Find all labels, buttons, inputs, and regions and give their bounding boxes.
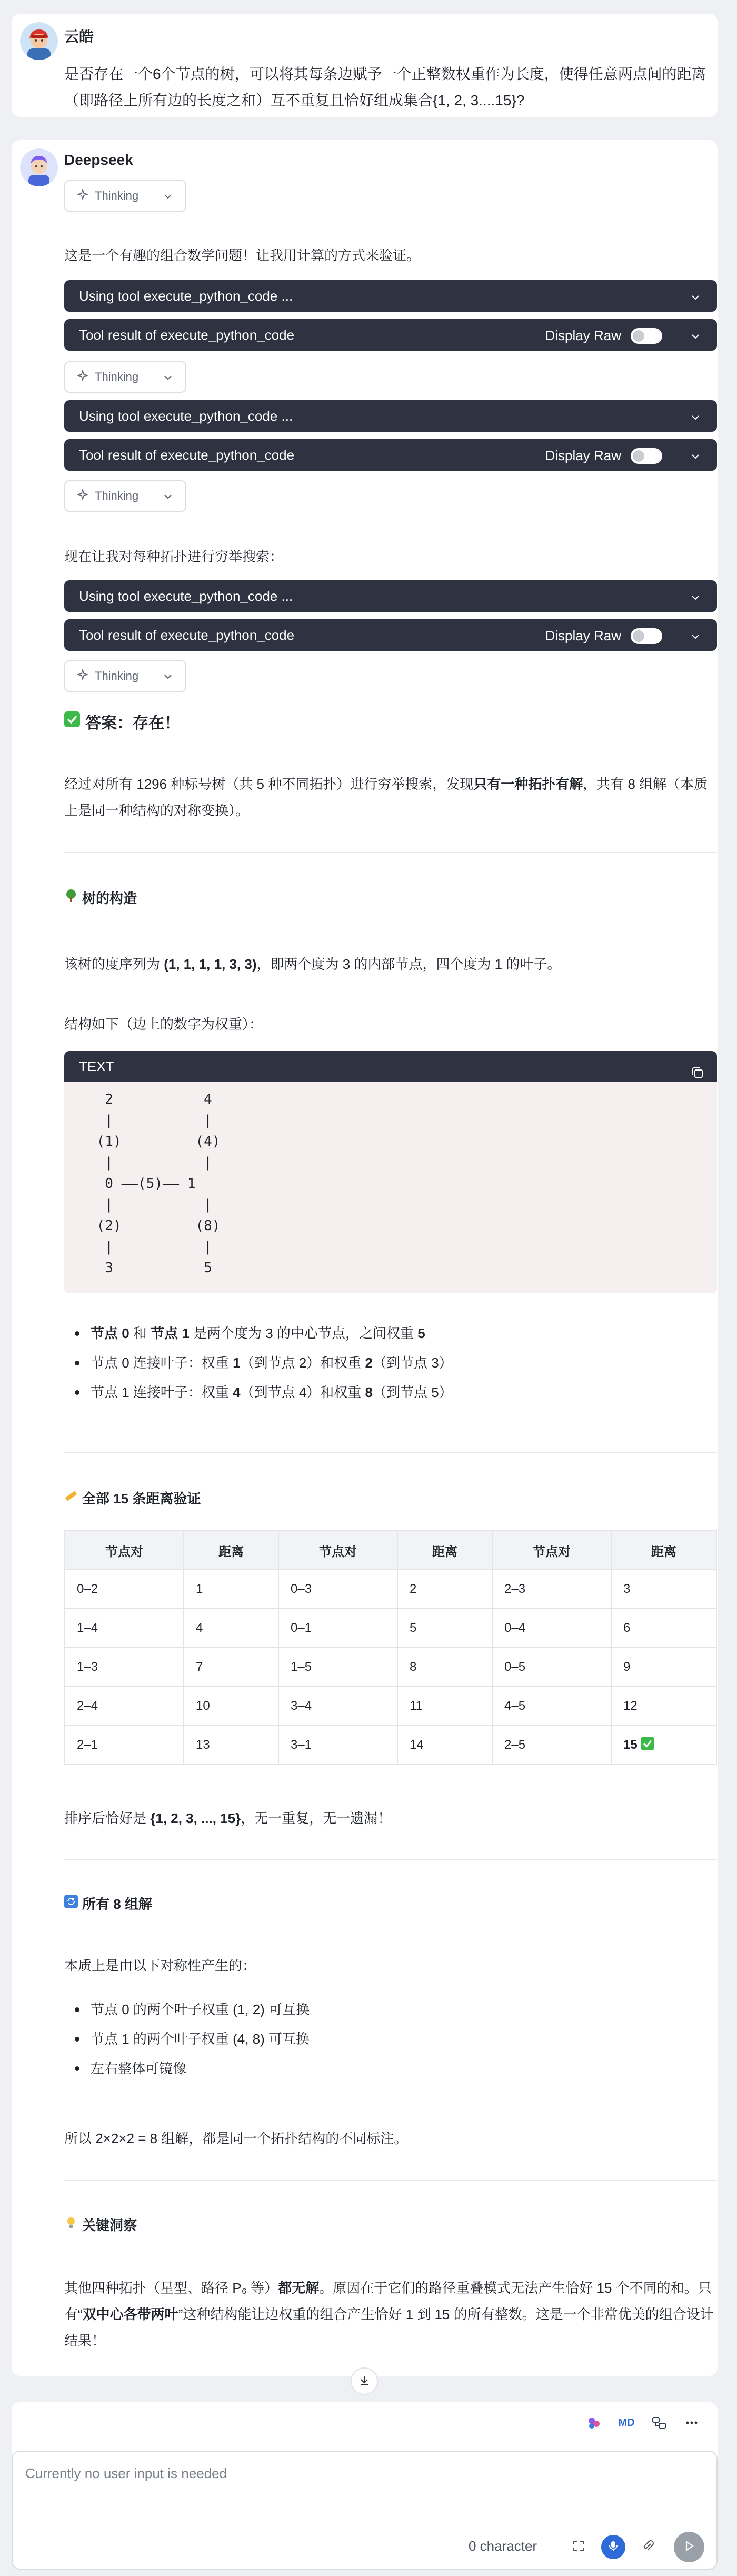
- thinking-toggle-4[interactable]: [64, 660, 186, 692]
- tool-call-label: Using tool execute_python_code ...: [79, 288, 293, 304]
- section-title: 全部 15 条距离验证: [82, 1491, 201, 1507]
- chevron-down-icon: [162, 491, 174, 506]
- table-cell: 11: [397, 1687, 492, 1726]
- input-placeholder: Currently no user input is needed: [25, 2465, 227, 2481]
- table-cell: 1–3: [65, 1648, 184, 1687]
- summary-part: 经过对所有 1296 种标号树（共 5 种不同拓扑）进行穷举搜索，发现: [64, 776, 474, 792]
- list-item: [64, 1319, 717, 1348]
- expand-icon: [572, 2539, 585, 2555]
- structure-label: 结构如下（边上的数字为权重）：: [64, 1016, 263, 1032]
- intro-text: 这是一个有趣的组合数学问题！让我用计算的方式来验证。: [64, 247, 421, 263]
- bullet-bold: 2: [365, 1355, 373, 1371]
- list-item: [64, 1348, 717, 1378]
- bullet-text: 是两个度为 3 的中心节点，之间权重: [189, 1325, 418, 1341]
- table-row: [65, 1570, 716, 1609]
- composer: [12, 2402, 718, 2570]
- display-raw-toggle[interactable]: [631, 328, 662, 344]
- section-title: 树的构造: [82, 890, 137, 906]
- chevron-down-icon: [690, 450, 701, 466]
- display-raw-label: Display Raw: [545, 448, 621, 463]
- microphone-icon: [607, 2540, 620, 2555]
- section-title: 所有 8 组解: [82, 1896, 152, 1912]
- tool-call-label: Using tool execute_python_code ...: [79, 588, 293, 604]
- table-cell: 1: [184, 1570, 278, 1609]
- summary-part: ，共有 8 组解（本质上是同一种结构的对称变换）。: [64, 776, 708, 818]
- table-cell: 2–3: [492, 1570, 611, 1609]
- bullet-bold: 1: [233, 1355, 241, 1371]
- lightbulb-icon: [64, 2216, 78, 2233]
- chevron-down-icon: [162, 191, 174, 205]
- tool-call-1[interactable]: [64, 280, 717, 312]
- table-cell: 13: [184, 1726, 278, 1765]
- section-heading-all8: [64, 1894, 152, 1913]
- bullet-bold: 5: [417, 1325, 425, 1341]
- table-row: [65, 1648, 716, 1687]
- sorted-part: ，无一重复，无一遗漏！: [241, 1810, 392, 1826]
- list-item: [64, 1378, 717, 1407]
- attach-button[interactable]: [636, 2535, 660, 2559]
- chevron-down-icon: [690, 330, 701, 346]
- table-cell: 3: [611, 1570, 716, 1609]
- table-cell: 2–4: [65, 1687, 184, 1726]
- bullet-text: （到节点 4）和权重: [240, 1384, 365, 1400]
- column-header: 距离: [611, 1531, 716, 1570]
- paperclip-icon: [641, 2539, 655, 2555]
- table-cell: 0–3: [278, 1570, 397, 1609]
- tree-icon: [64, 889, 78, 906]
- table-cell: 4–5: [492, 1687, 611, 1726]
- markdown-toggle[interactable]: MD: [618, 2416, 635, 2429]
- insight-part: ”这种结构能让边权重的组合产生恰好 1 到 15 的所有整数。这是一个非常优美的组合设计结果！: [64, 2306, 714, 2349]
- refresh-icon: [64, 1895, 78, 1912]
- check-icon: [641, 1737, 654, 1754]
- expand-button[interactable]: [566, 2535, 591, 2559]
- column-header: 节点对: [278, 1531, 397, 1570]
- sorted-text: [64, 1805, 717, 1831]
- section-divider: [64, 852, 717, 853]
- section-divider: [64, 1452, 717, 1453]
- summary-bold: 只有一种拓扑有解: [473, 776, 583, 792]
- table-cell: 10: [184, 1687, 278, 1726]
- insight-bold: 双中心各带两叶: [82, 2306, 178, 2322]
- section-divider: [64, 2180, 717, 2181]
- tool-call-2[interactable]: [64, 400, 717, 432]
- thinking-toggle-3[interactable]: [64, 480, 186, 512]
- tool-call-3[interactable]: [64, 580, 717, 612]
- layout-icon[interactable]: [648, 2412, 670, 2434]
- table-cell: 0–4: [492, 1609, 611, 1648]
- agents-icon[interactable]: [583, 2412, 605, 2434]
- table-cell: 14: [397, 1726, 492, 1765]
- column-header: 节点对: [65, 1531, 184, 1570]
- tool-result-label: Tool result of execute_python_code: [79, 447, 295, 463]
- table-cell: 6: [611, 1609, 716, 1648]
- chevron-down-icon: [690, 411, 701, 427]
- assistant-message-card: [12, 140, 718, 2376]
- table-cell: 1–4: [65, 1609, 184, 1648]
- table-cell: 0–2: [65, 1570, 184, 1609]
- table-cell: 1–5: [278, 1648, 397, 1687]
- sparkle-icon: [77, 669, 88, 683]
- display-raw-control: [545, 448, 663, 464]
- insight-bold: 都无解: [278, 2280, 320, 2296]
- section-heading-tree: [64, 888, 137, 907]
- tree-diagram-code: 2 4 | | (1) (4) | | 0 ——(5)—— 1 | | (2) (8) | | 3 5: [96, 1092, 221, 1276]
- insight-part: 。原因在于它们的路径重叠模式无法产生恰好 15 个不同的和。只有“: [64, 2280, 712, 2322]
- bullet-text: （到节点 3）: [373, 1355, 453, 1371]
- user-question: 是否存在一个6个节点的树，可以将其每条边赋予一个正整数权重作为长度，使得任意两点间的距离（即路径上所有边的长度之和）互不重复且恰好组成集合{1, 2, 3....15}?: [64, 66, 706, 108]
- table-cell: 8: [397, 1648, 492, 1687]
- symmetry-intro: 本质上是由以下对称性产生的：: [64, 1958, 256, 1974]
- exhaust-text: 现在让我对每种拓扑进行穷举搜索：: [64, 549, 284, 564]
- column-header: 距离: [184, 1531, 278, 1570]
- display-raw-toggle[interactable]: [631, 628, 662, 644]
- final-distance: 15: [623, 1737, 638, 1752]
- section-heading-insight: [64, 2215, 137, 2234]
- bullet-text: 节点 1 连接叶子：权重: [91, 1384, 233, 1400]
- check-icon: [64, 711, 80, 731]
- section-heading-verify: [64, 1488, 201, 1508]
- display-raw-control: [545, 628, 663, 644]
- tool-result-2[interactable]: [64, 439, 717, 471]
- tool-result-label: Tool result of execute_python_code: [79, 326, 295, 343]
- table-cell: 3–1: [278, 1726, 397, 1765]
- insight-text: [64, 2275, 717, 2354]
- assistant-name: Deepseek: [64, 152, 133, 168]
- sparkle-icon: [77, 370, 88, 384]
- section-divider: [64, 1859, 717, 1860]
- chevron-down-icon: [162, 372, 174, 387]
- send-icon: [683, 2540, 695, 2555]
- sorted-bold: {1, 2, 3, ..., 15}: [150, 1810, 241, 1826]
- assistant-avatar: [20, 148, 58, 186]
- thinking-label: Thinking: [95, 669, 139, 682]
- tool-result-3[interactable]: [64, 619, 717, 651]
- node-bullets: [64, 1319, 717, 1407]
- section-title: 关键洞察: [82, 2217, 137, 2233]
- thinking-label: Thinking: [95, 489, 139, 502]
- table-cell: 12: [611, 1687, 716, 1726]
- sparkle-icon: [77, 489, 88, 503]
- user-message-card: [12, 14, 718, 117]
- table-cell: 7: [184, 1648, 278, 1687]
- answer-heading: [64, 710, 180, 733]
- bullet-bold: 节点 0: [91, 1325, 130, 1341]
- thinking-toggle-1[interactable]: [64, 180, 186, 212]
- table-cell: 3–4: [278, 1687, 397, 1726]
- degree-part: ，即两个度为 3 的内部节点，四个度为 1 的叶子。: [256, 956, 561, 972]
- chevron-down-icon: [690, 591, 701, 607]
- table-cell-final: [611, 1726, 716, 1765]
- list-item: 节点 1 的两个叶子权重 (4, 8) 可互换: [64, 2024, 717, 2054]
- table-cell: 4: [184, 1609, 278, 1648]
- code-lang: TEXT: [79, 1058, 114, 1074]
- tool-result-label: Tool result of execute_python_code: [79, 627, 295, 643]
- display-raw-label: Display Raw: [545, 328, 621, 343]
- table-row: [65, 1609, 716, 1648]
- chevron-down-icon: [690, 291, 701, 307]
- table-row: [65, 1687, 716, 1726]
- answer-text: 答案：存在！: [85, 715, 180, 732]
- table-header-row: [65, 1531, 716, 1570]
- ruler-icon: [64, 1489, 78, 1507]
- bullet-text: （到节点 2）和权重: [240, 1355, 365, 1371]
- bullet-bold: 节点 1: [151, 1325, 190, 1341]
- bullet-text: （到节点 5）: [373, 1384, 453, 1400]
- table-cell: 0–1: [278, 1609, 397, 1648]
- bullet-text: 和: [129, 1325, 151, 1341]
- display-raw-label: Display Raw: [545, 628, 621, 643]
- user-avatar: [20, 22, 58, 60]
- table-cell: 2–5: [492, 1726, 611, 1765]
- chevron-down-icon: [690, 630, 701, 646]
- tool-result-1[interactable]: [64, 319, 717, 351]
- degree-bold: (1, 1, 1, 1, 3, 3): [164, 956, 257, 972]
- arrow-down-icon: [358, 2374, 371, 2389]
- composer-toolbar: [583, 2412, 703, 2434]
- scroll-to-bottom-button[interactable]: [351, 2367, 378, 2395]
- bullet-text: 节点 0 连接叶子：权重: [91, 1355, 233, 1371]
- distance-table: [64, 1530, 717, 1765]
- table-cell: 2–1: [65, 1726, 184, 1765]
- thinking-toggle-2[interactable]: [64, 361, 186, 393]
- column-header: 距离: [397, 1531, 492, 1570]
- table-cell: 5: [397, 1609, 492, 1648]
- sparkle-icon: [77, 189, 88, 203]
- summary-text: [64, 771, 717, 824]
- column-header: 节点对: [492, 1531, 611, 1570]
- code-block-header: [64, 1051, 717, 1082]
- code-block-body: [64, 1082, 717, 1293]
- table-cell: 2: [397, 1570, 492, 1609]
- symmetry-bullets: [64, 1995, 717, 2083]
- insight-part: 其他四种拓扑（星型、路径 P₆ 等）: [64, 2280, 278, 2296]
- tool-call-label: Using tool execute_python_code ...: [79, 408, 293, 424]
- list-item: 左右整体可镜像: [64, 2054, 717, 2083]
- send-button[interactable]: [674, 2532, 704, 2562]
- character-count: 0 character: [469, 2538, 537, 2554]
- thinking-label: Thinking: [95, 189, 139, 202]
- more-icon[interactable]: [681, 2412, 703, 2434]
- sorted-part: 排序后恰好是: [64, 1810, 151, 1826]
- list-item: 节点 0 的两个叶子权重 (1, 2) 可互换: [64, 1995, 717, 2024]
- bullet-bold: 4: [233, 1384, 241, 1400]
- chevron-down-icon: [162, 671, 174, 686]
- so-text: 所以 2×2×2 = 8 组解，都是同一个拓扑结构的不同标注。: [64, 2131, 408, 2146]
- table-cell: 9: [611, 1648, 716, 1687]
- voice-button[interactable]: [601, 2535, 625, 2559]
- display-raw-control: [545, 328, 663, 344]
- thinking-label: Thinking: [95, 370, 139, 383]
- message-input[interactable]: [12, 2451, 718, 2570]
- table-cell: 0–5: [492, 1648, 611, 1687]
- display-raw-toggle[interactable]: [631, 448, 662, 464]
- degree-part: 该树的度序列为: [64, 956, 164, 972]
- user-name: 云皓: [64, 28, 94, 45]
- degree-text: [64, 951, 717, 977]
- table-row: [65, 1726, 716, 1765]
- bullet-bold: 8: [365, 1384, 373, 1400]
